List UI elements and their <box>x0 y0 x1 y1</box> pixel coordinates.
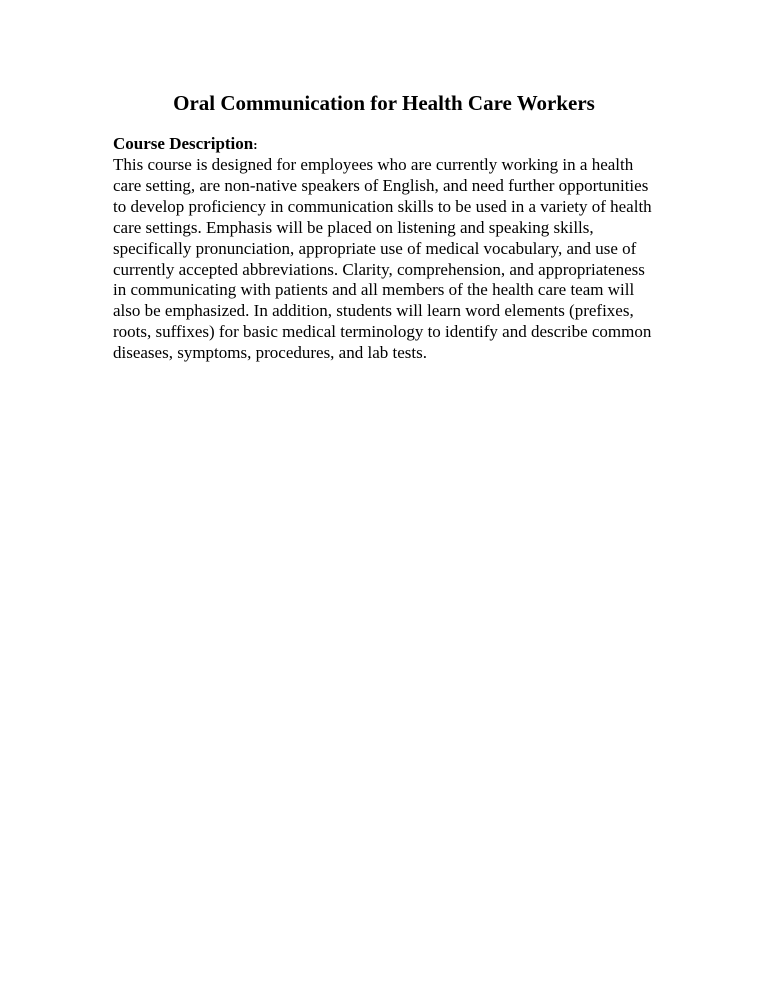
document-title: Oral Communication for Health Care Workers <box>173 91 595 115</box>
section-heading <box>113 133 658 155</box>
section-heading-colon: : <box>253 137 258 152</box>
course-description-section <box>113 133 658 364</box>
section-body-text: This course is designed for employees who are currently working in a health care setting, are non-native speakers of English, and need further opportunities to develop proficiency in communication skills to be used in a variety of health care settings. Emphasis will be placed on listening and speaking skills, specifically pronunciation, appropriate use of medical vocabulary, and use of currently accepted abbreviations. Clarity, comprehension, and appropriateness in communicating with patients and all members of the health care team will also be emphasized. In addition, students will learn word elements (prefixes, roots, suffixes) for basic medical terminology to identify and describe common diseases, symptoms, procedures, and lab tests. <box>113 155 652 363</box>
section-heading-label: Course Description <box>113 134 254 153</box>
